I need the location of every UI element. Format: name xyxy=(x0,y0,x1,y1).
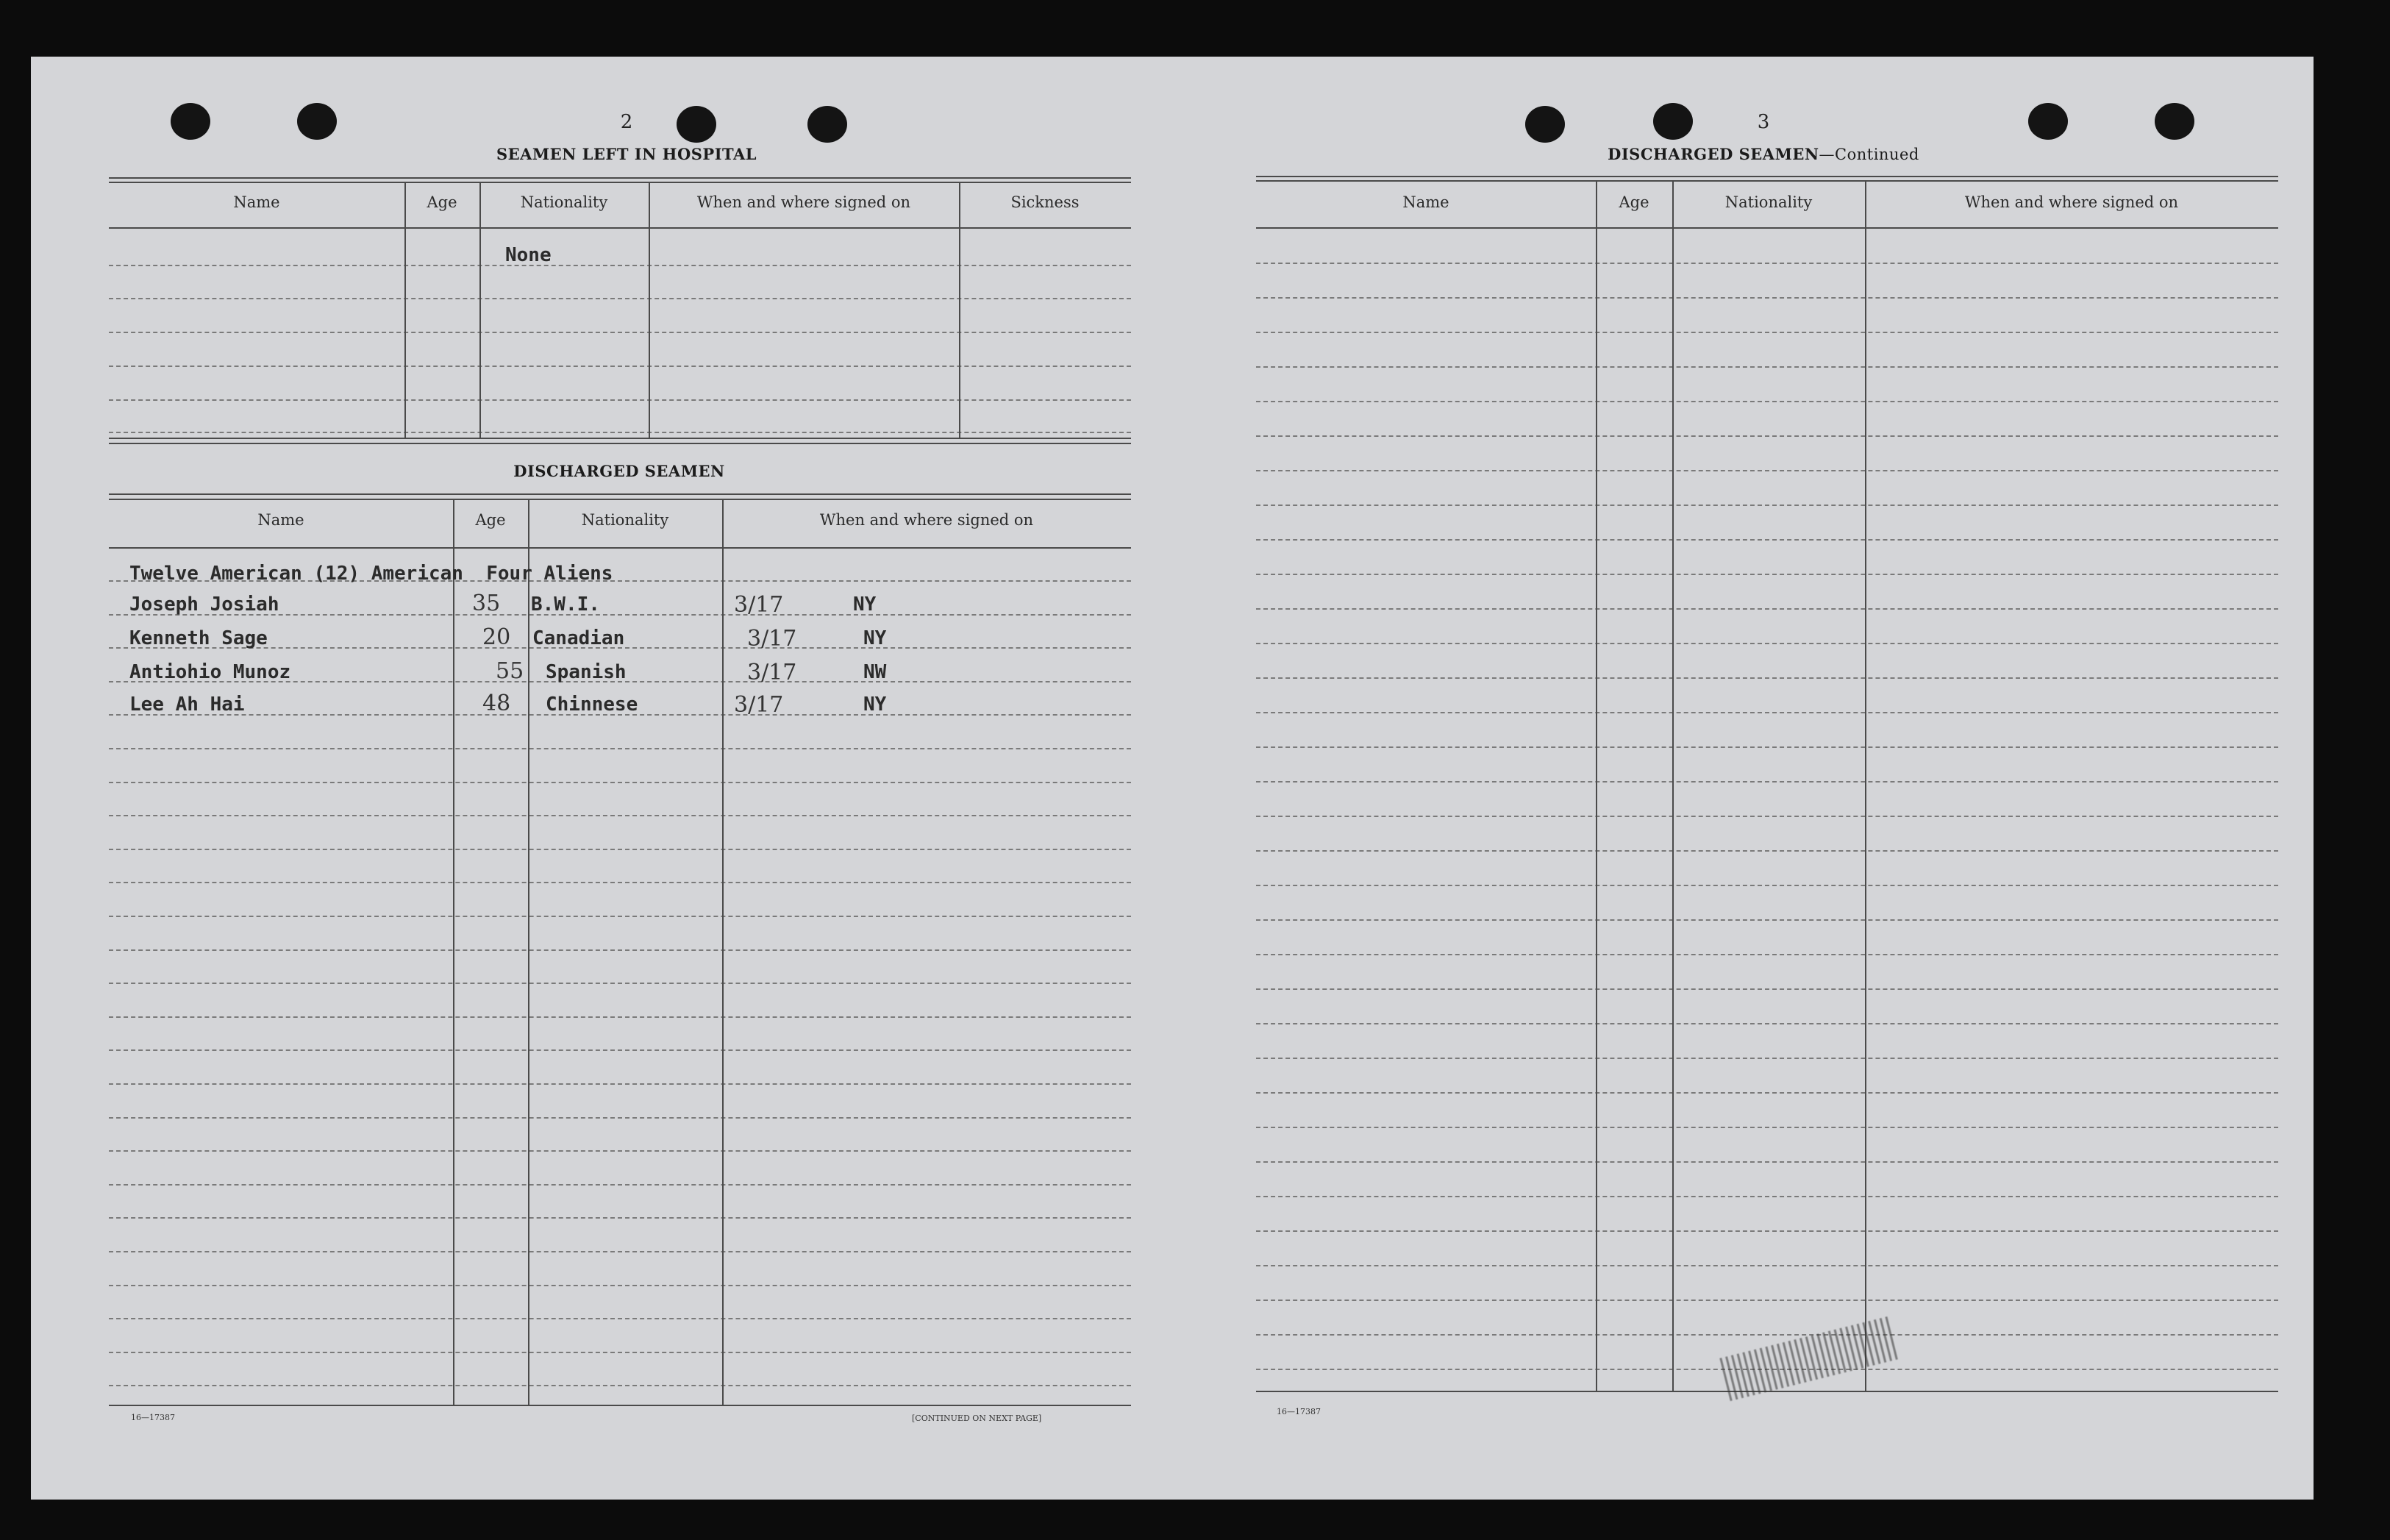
ruled-line xyxy=(109,983,1131,984)
seaman-age: 55 xyxy=(496,658,524,684)
column-header-age: Age xyxy=(1619,193,1649,211)
ruled-line xyxy=(109,1049,1131,1051)
column-header-nationality: Nationality xyxy=(520,193,608,211)
punch-hole xyxy=(2028,103,2068,140)
ruled-line xyxy=(1256,332,2278,333)
seaman-name: Kenneth Sage xyxy=(129,627,268,649)
ruled-line xyxy=(109,748,1131,749)
ruled-line xyxy=(1256,1196,2278,1197)
punch-hole xyxy=(1653,103,1693,140)
ruled-line xyxy=(1256,1127,2278,1128)
column-header-nationality: Nationality xyxy=(581,511,669,529)
column-header-name: Name xyxy=(233,193,280,211)
ruled-line xyxy=(109,849,1131,850)
ruled-line xyxy=(1256,297,2278,299)
ruled-line xyxy=(109,1083,1131,1085)
signed-on-place: NW xyxy=(863,661,887,683)
ruled-line xyxy=(1256,539,2278,541)
seaman-nationality: Spanish xyxy=(546,661,627,683)
signed-on-date: 3/17 xyxy=(747,660,797,685)
seaman-age: 35 xyxy=(472,591,501,616)
column-header-signed-on: When and where signed on xyxy=(819,511,1034,529)
column-header-age: Age xyxy=(427,193,457,211)
ruled-line xyxy=(1256,435,2278,437)
hospital-entry: None xyxy=(505,244,552,266)
punch-hole xyxy=(297,103,337,140)
signed-on-date: 3/17 xyxy=(747,626,797,652)
punch-hole xyxy=(171,103,210,140)
seaman-nationality: Chinnese xyxy=(546,694,638,716)
ruled-line xyxy=(109,1117,1131,1119)
ruled-line xyxy=(109,1318,1131,1319)
column-header-sickness: Sickness xyxy=(1010,193,1080,211)
ruled-line xyxy=(1256,470,2278,471)
ruled-line xyxy=(1256,263,2278,264)
discharged-continued-title xyxy=(1506,145,2021,163)
ruled-line xyxy=(1256,816,2278,817)
ruled-line xyxy=(109,1016,1131,1018)
ruled-line xyxy=(1256,1058,2278,1059)
punch-hole xyxy=(807,106,847,143)
column-header-name: Name xyxy=(1402,193,1449,211)
ruled-line xyxy=(1256,885,2278,886)
continued-note: [CONTINUED ON NEXT PAGE] xyxy=(912,1414,1042,1423)
ruled-line xyxy=(1256,1230,2278,1232)
seaman-name: Antiohio Munoz xyxy=(129,661,291,683)
signed-on-place: NY xyxy=(863,627,887,649)
column-header-age: Age xyxy=(475,511,506,529)
seaman-name: Joseph Josiah xyxy=(129,593,279,616)
ruled-line xyxy=(1256,366,2278,368)
seaman-name: Lee Ah Hai xyxy=(129,694,245,716)
punch-hole xyxy=(677,106,716,143)
ruled-line xyxy=(1256,919,2278,921)
signed-on-date: 3/17 xyxy=(734,592,784,618)
ruled-line xyxy=(1256,1161,2278,1163)
seaman-nationality: B.W.I. xyxy=(531,593,600,616)
ruled-line xyxy=(109,1217,1131,1219)
ruled-line xyxy=(109,1251,1131,1252)
ruled-line xyxy=(1256,401,2278,402)
hospital-section-title: SEAMEN LEFT IN HOSPITAL xyxy=(496,145,757,163)
ruled-line xyxy=(109,949,1131,951)
ruled-line xyxy=(1256,1300,2278,1301)
form-number: 16—17387 xyxy=(1277,1407,1321,1416)
discharged-section-title: DISCHARGED SEAMEN xyxy=(513,462,725,480)
ruled-line xyxy=(1256,850,2278,852)
ruled-line xyxy=(109,1352,1131,1353)
ruled-line xyxy=(1256,781,2278,783)
ruled-line xyxy=(109,815,1131,816)
ruled-line xyxy=(1256,677,2278,679)
form-number: 16—17387 xyxy=(131,1413,175,1422)
document-sheet xyxy=(31,57,2314,1500)
summary-line: Twelve American (12) American Four Aliens xyxy=(129,563,613,585)
ruled-line xyxy=(1256,1334,2278,1336)
ruled-line xyxy=(1256,954,2278,955)
column-header-name: Name xyxy=(257,511,304,529)
signed-on-date: 3/17 xyxy=(734,692,784,718)
punch-hole xyxy=(1525,106,1565,143)
column-header-signed-on: When and where signed on xyxy=(1964,193,2179,211)
ruled-line xyxy=(1256,643,2278,644)
page-number: 3 xyxy=(1757,111,1770,133)
ruled-line xyxy=(1256,574,2278,575)
column-header-nationality: Nationality xyxy=(1724,193,1813,211)
seaman-age: 48 xyxy=(482,691,511,716)
ruled-line xyxy=(109,1150,1131,1152)
ruled-line xyxy=(1256,988,2278,990)
title-continued: —Continued xyxy=(1819,146,1919,163)
ruled-line xyxy=(1256,1265,2278,1266)
seaman-age: 20 xyxy=(482,624,511,650)
ruled-line xyxy=(1256,746,2278,748)
ruled-line xyxy=(1256,608,2278,610)
title-main: DISCHARGED SEAMEN xyxy=(1608,145,1819,163)
signed-on-place: NY xyxy=(853,593,877,616)
ruled-line xyxy=(1256,1092,2278,1094)
ruled-line xyxy=(109,782,1131,783)
column-header-signed-on: When and where signed on xyxy=(696,193,911,211)
signed-on-place: NY xyxy=(863,694,887,716)
ruled-line xyxy=(109,916,1131,917)
ruled-line xyxy=(109,1184,1131,1186)
page-number: 2 xyxy=(620,111,633,133)
ink-smudge xyxy=(1719,1316,1901,1401)
seaman-nationality: Canadian xyxy=(532,627,625,649)
ruled-line xyxy=(109,1285,1131,1286)
ruled-line xyxy=(109,1385,1131,1386)
ruled-line xyxy=(109,882,1131,883)
ruled-line xyxy=(1256,712,2278,713)
ruled-line xyxy=(1256,1023,2278,1024)
ruled-line xyxy=(1256,505,2278,506)
punch-hole xyxy=(2155,103,2194,140)
